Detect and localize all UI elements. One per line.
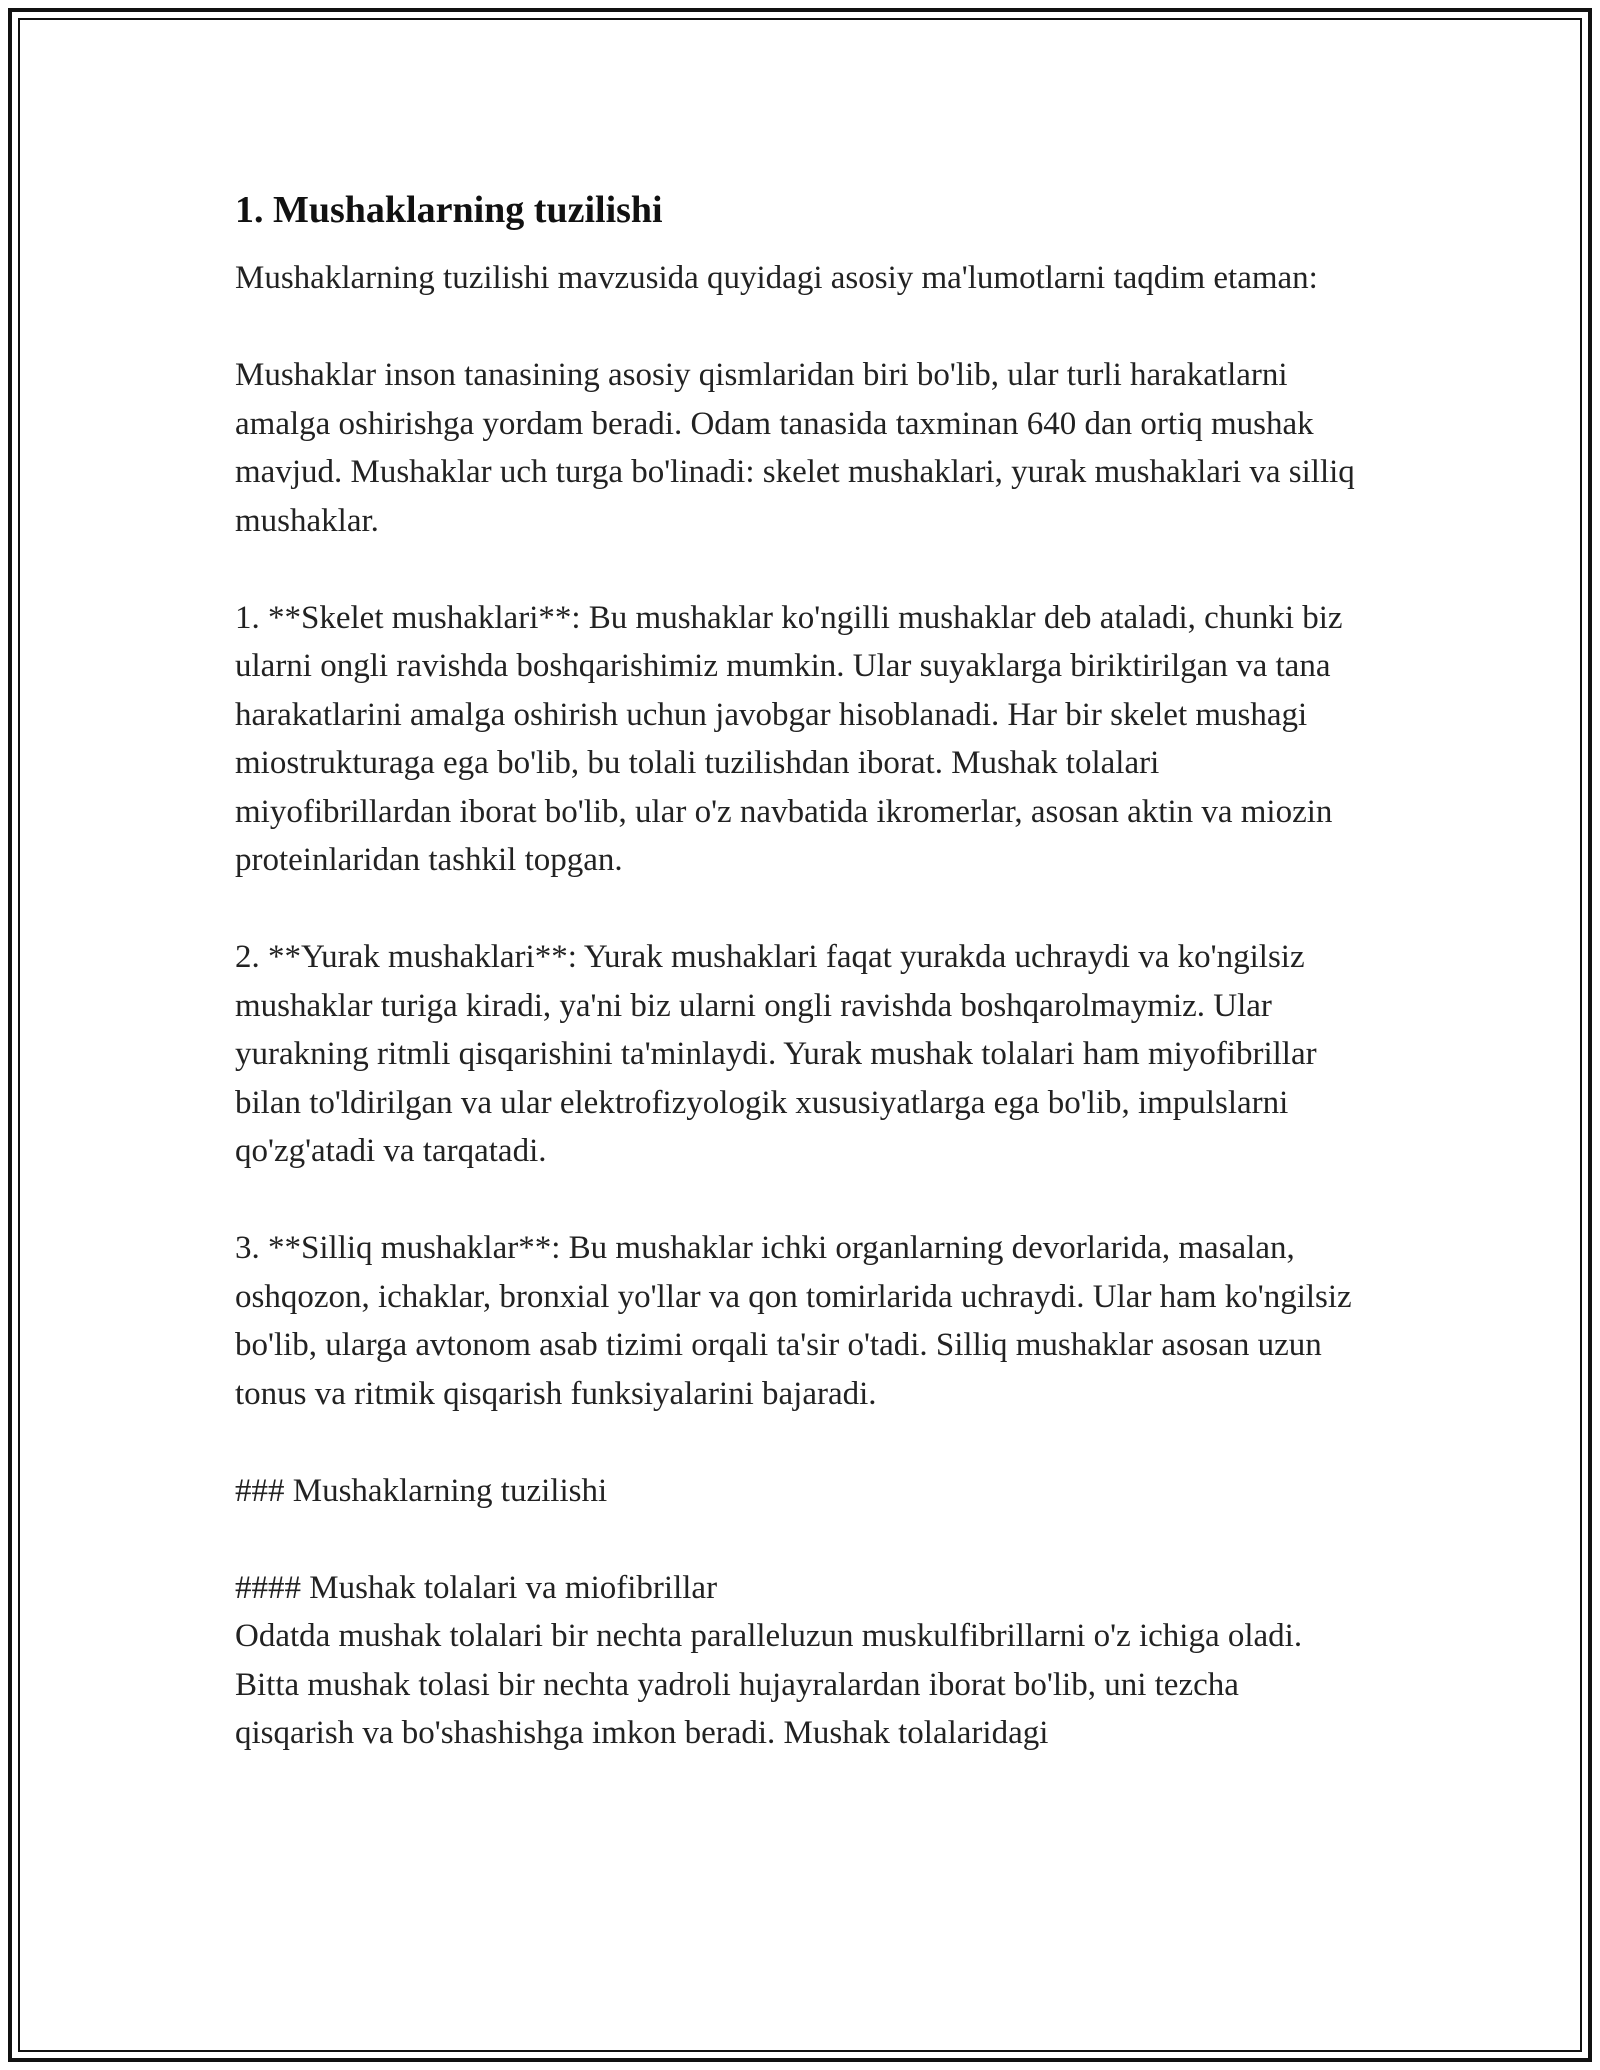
intro-paragraph: Mushaklarning tuzilishi mavzusida quyidagi asosiy ma'lumotlarni taqdim etaman: [235, 260, 1318, 296]
skeletal-muscles-paragraph: 1. **Skelet mushaklari**: Bu mushaklar ko'ngilli mushaklar deb ataladi, chunki biz ularni ongli ravishda boshqarishimiz mumkin. Ular suyaklarga biriktirilgan va tana harakatlarini amalga oshirish uchun javobgar hisoblanadi. Har bir skelet mushagi miostrukturaga ega bo'lib, bu tolali tuzilishdan iborat. Mushak tolalari miyofibrillardan iborat bo'lib, ular o'z navbatida ikromerlar, asosan aktin va miozin proteinlaridan tashkil topgan. [235, 599, 1351, 878]
document-title: 1. Mushaklarning tuzilishi [235, 189, 663, 231]
smooth-muscles-paragraph: 3. **Silliq mushaklar**: Bu mushaklar ichki organlarning devorlarida, masalan, oshqozon, ichaklar, bronxial yo'llar va qon tomirlarida uchraydi. Ular ham ko'ngilsiz bo'lib, ularga avtonom asab tizimi orqali ta'sir o'tadi. Silliq mushaklar asosan uzun tonus va ritmik qisqarish funksiyalarini bajaradi. [235, 1230, 1360, 1412]
overview-paragraph: Mushaklar inson tanasining asosiy qismlaridan biri bo'lib, ular turli harakatlarni amalga oshirishga yordam beradi. Odam tanasida taxminan 640 dan ortiq mushak mavjud. Mushaklar uch turga bo'linadi: skelet mushaklari, yurak mushaklari va silliq mushaklar. [235, 357, 1364, 539]
fibers-paragraph: Odatda mushak tolalari bir nechta paralleluzun muskulfibrillarni o'z ichiga oladi. Bitta mushak tolasi bir nechta yadroli hujayralardan iborat bo'lib, uni tezcha qisqarish va bo'shashishga imkon beradi. Mushak tolalaridagi [235, 1618, 1311, 1751]
subsection-heading: #### Mushak tolalari va miofibrillar [235, 1569, 718, 1606]
section-heading: ### Mushaklarning tuzilishi [235, 1472, 608, 1509]
document-body [235, 186, 1365, 1758]
cardiac-muscles-paragraph: 2. **Yurak mushaklari**: Yurak mushaklari faqat yurakda uchraydi va ko'ngilsiz mushaklar turiga kiradi, ya'ni biz ularni ongli ravishda boshqarolmaymiz. Ular yurakning ritmli qisqarishini ta'minlaydi. Yurak mushak tolalari ham miyofibrillar bilan to'ldirilgan va ular elektrofizyologik xususiyatlarga ega bo'lib, impulslarni qo'zg'atadi va tarqatadi. [235, 939, 1325, 1169]
